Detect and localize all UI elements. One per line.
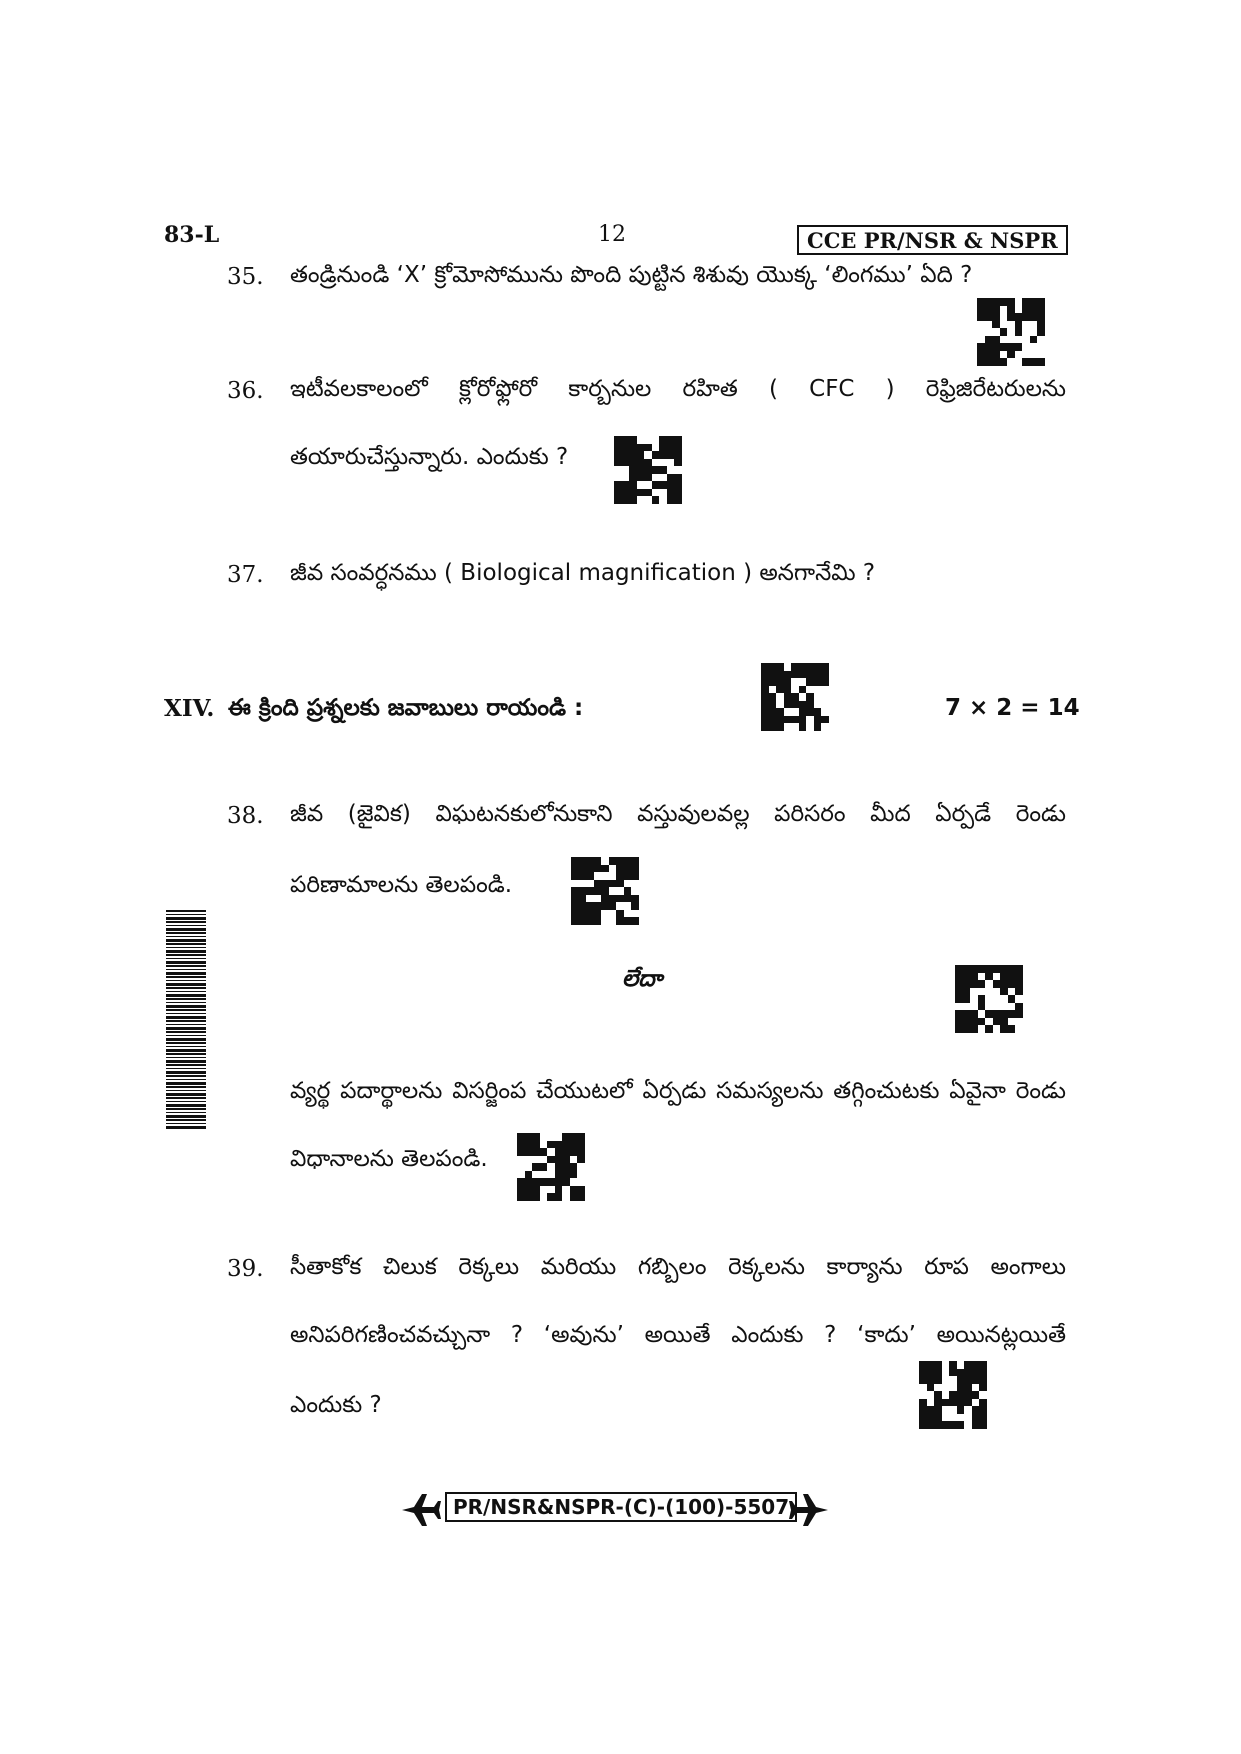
section-number: XIV.	[164, 695, 215, 722]
qr-code-icon	[517, 1133, 585, 1201]
exam-code-box: CCE PR/NSR & NSPR	[797, 225, 1068, 255]
question-39-line-3: ఎందుకు ?	[290, 1392, 382, 1418]
question-38-alt-line-2: విధానాలను తెలపండి.	[290, 1146, 488, 1172]
question-number-37: 37.	[227, 562, 264, 588]
question-38-line-1: జీవ (జైవిక) విఘటనకులోనుకాని వస్తువులవల్ల పరిసరం మీద ఏర్పడే రెండు	[290, 801, 1066, 827]
airplane-left-icon	[400, 1490, 442, 1530]
qr-code-icon	[955, 965, 1023, 1033]
page-number: 12	[598, 222, 626, 247]
paper-code: 83-L	[164, 222, 220, 248]
question-38-alt-line-1: వ్యర్థ పదార్థాలను విసర్జింప చేయుటలో ఏర్పడు సమస్యలను తగ్గించుటకు ఏవైనా రెండు	[290, 1078, 1066, 1104]
question-36-line-2: తయారుచేస్తున్నారు. ఎందుకు ?	[290, 444, 569, 470]
question-36-line-1: ఇటీవలకాలంలో క్లోరోఫ్లోరో కార్బనుల రహిత ( CFC ) రెఫ్రిజిరేటరులను	[290, 376, 1066, 402]
qr-code-icon	[977, 298, 1045, 366]
section-title: ఈ క్రింది ప్రశ్నలకు జవాబులు రాయండి :	[228, 695, 584, 721]
question-39-line-1: సీతాకోక చిలుక రెక్కలు మరియు గబ్బిలం రెక్కలను కార్యాను రూప అంగాలు	[290, 1254, 1066, 1280]
question-37-text: జీవ సంవర్ధనము ( Biological magnification ) అనగానేమి ?	[290, 560, 876, 586]
question-number-38: 38.	[227, 803, 264, 829]
question-38-line-2: పరిణామాలను తెలపండి.	[290, 872, 513, 898]
section-marks: 7 × 2 = 14	[945, 695, 1080, 721]
airplane-right-icon	[788, 1490, 830, 1530]
question-number-36: 36.	[227, 378, 264, 404]
question-39-line-2: అనిపరిగణించవచ్చునా ? ‘అవును’ అయితే ఎందుకు ? ‘కాదు’ అయినట్లయితే	[290, 1322, 1066, 1348]
qr-code-icon	[614, 436, 682, 504]
footer-code: PR/NSR&NSPR-(C)-(100)-5507	[445, 1492, 797, 1522]
question-35-text: తండ్రినుండి ‘X’ క్రోమోసోమును పొంది పుట్టిన శిశువు యొక్క ‘లింగము’ ఏది ?	[290, 262, 973, 288]
barcode-image	[166, 910, 206, 1130]
qr-code-icon	[761, 663, 829, 731]
qr-code-icon	[571, 857, 639, 925]
question-number-35: 35.	[227, 264, 264, 290]
question-number-39: 39.	[227, 1256, 264, 1282]
qr-code-icon	[919, 1361, 987, 1429]
footer	[400, 1490, 830, 1530]
or-label: లేదా	[622, 966, 663, 992]
